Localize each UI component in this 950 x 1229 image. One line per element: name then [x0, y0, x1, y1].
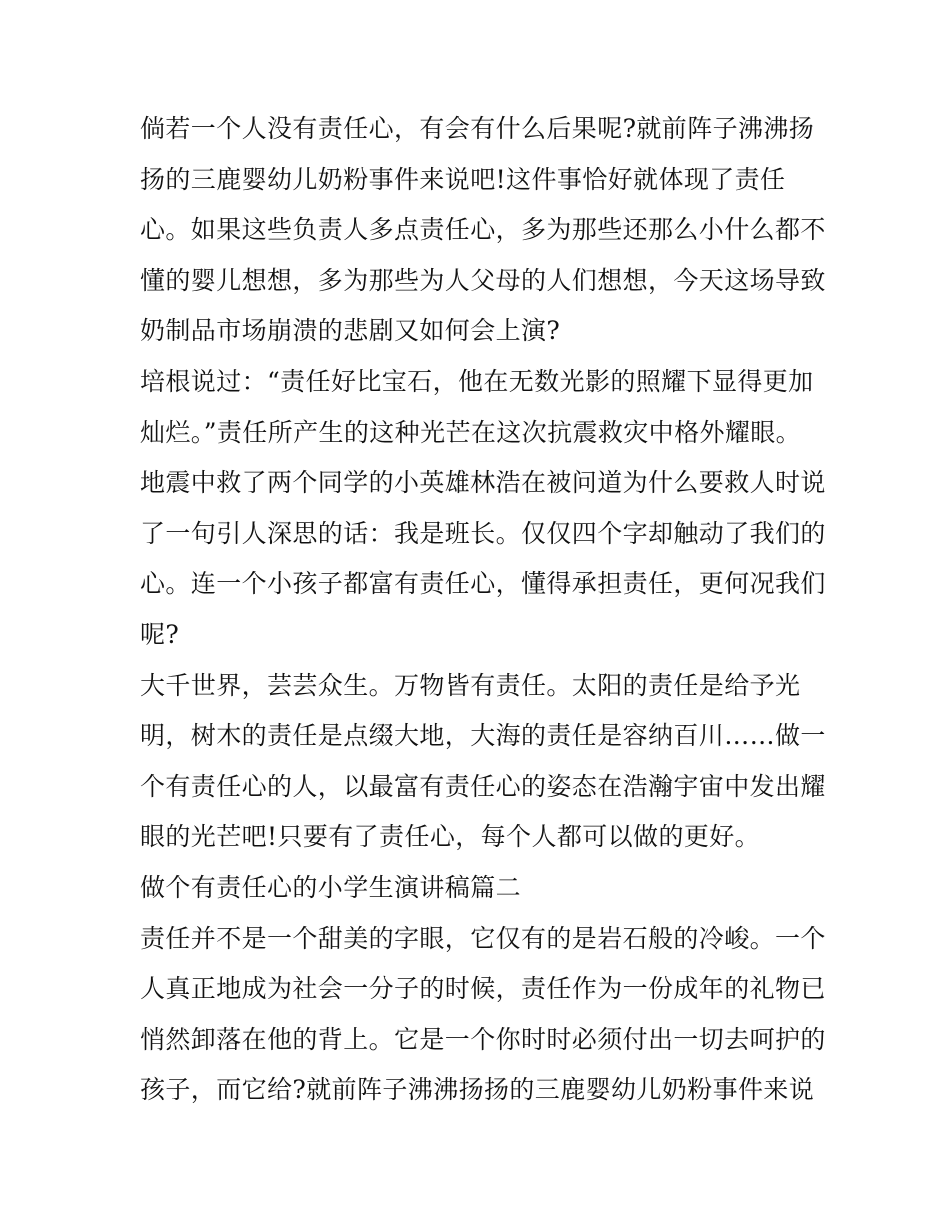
document-body [140, 104, 826, 1116]
text-line: 心。连一个小孩子都富有责任心，懂得承担责任，更何况我们 [140, 569, 826, 599]
text-line: 呢? [140, 619, 180, 649]
text-line: 悄然卸落在他的背上。它是一个你时时必须付出一切去呵护的 [140, 1024, 826, 1054]
text-line: 人真正地成为社会一分子的时候，责任作为一份成年的礼物已 [140, 974, 826, 1004]
text-line: 懂的婴儿想想，多为那些为人父母的人们想想，今天这场导致 [140, 265, 826, 295]
text-line: 大千世界，芸芸众生。万物皆有责任。太阳的责任是给予光 [140, 670, 801, 700]
text-line: 倘若一个人没有责任心，有会有什么后果呢?就前阵子沸沸扬 [140, 114, 815, 143]
text-line: 奶制品市场崩溃的悲剧又如何会上演? [140, 316, 561, 346]
text-line: 了一句引人深思的话：我是班长。仅仅四个字却触动了我们的 [140, 518, 826, 548]
text-line: 心。如果这些负责人多点责任心，多为那些还那么小什么都不 [140, 215, 826, 245]
section-heading: 做个有责任心的小学生演讲稿篇二 [140, 872, 522, 902]
text-line: 灿烂。”责任所产生的这种光芒在这次抗震救灾中格外耀眼。 [140, 417, 802, 447]
text-line: 扬的三鹿婴幼儿奶粉事件来说吧!这件事恰好就体现了责任 [140, 164, 786, 194]
text-line: 明，树木的责任是点缀大地，大海的责任是容纳百川……做一 [140, 721, 826, 751]
text-line: 地震中救了两个同学的小英雄林浩在被问道为什么要救人时说 [140, 468, 826, 498]
text-line: 个有责任心的人，以最富有责任心的姿态在浩瀚宇宙中发出耀 [140, 771, 826, 801]
text-line: 眼的光芒吧!只要有了责任心，每个人都可以做的更好。 [140, 822, 761, 852]
text-line: 孩子，而它给?就前阵子沸沸扬扬的三鹿婴幼儿奶粉事件来说 [140, 1075, 815, 1105]
text-line: 培根说过：“责任好比宝石，他在无数光影的照耀下显得更加 [140, 366, 814, 396]
text-line: 责任并不是一个甜美的字眼，它仅有的是岩石般的冷峻。一个 [140, 923, 826, 953]
